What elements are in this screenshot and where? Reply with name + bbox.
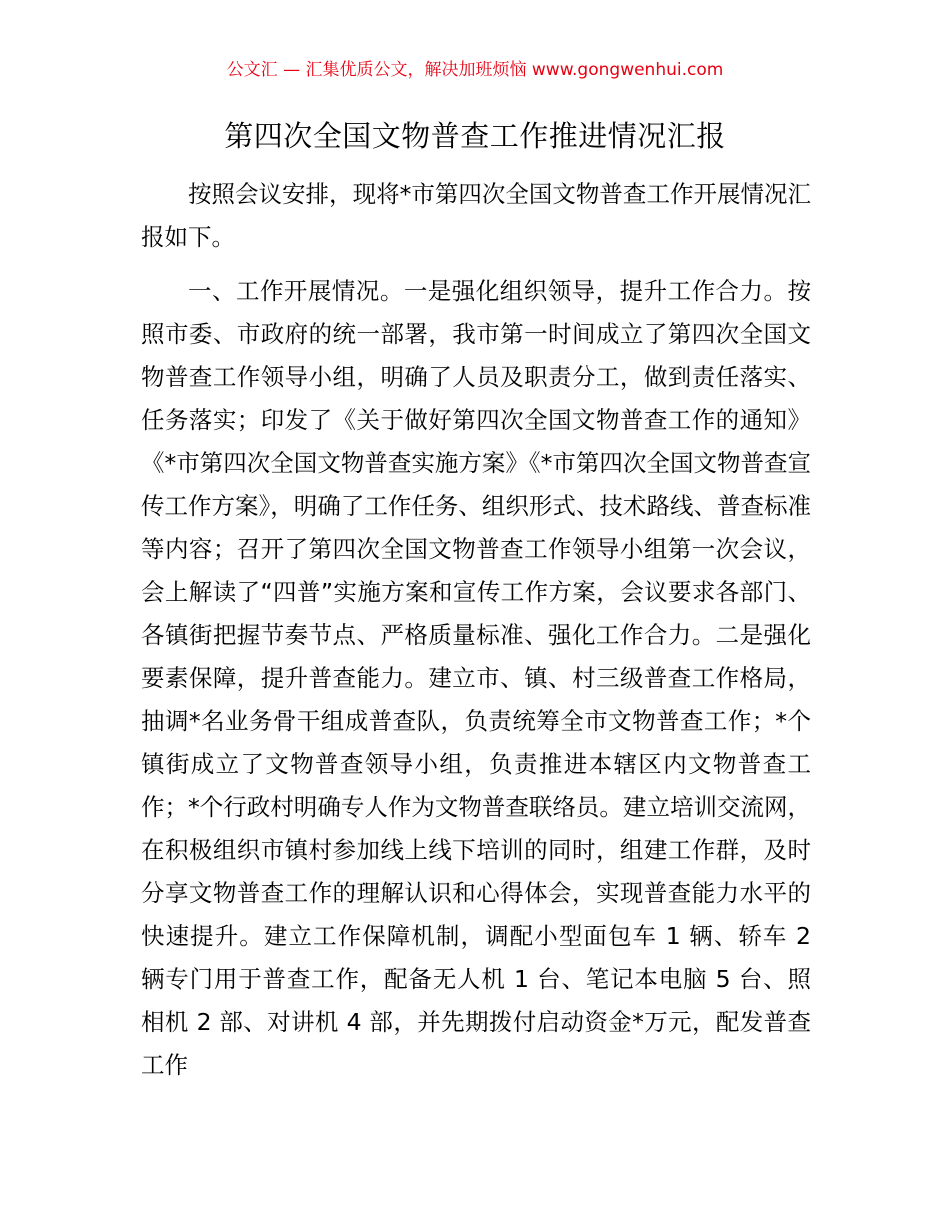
document-title: 第四次全国文物普查工作推进情况汇报 <box>224 119 726 153</box>
site-header-banner: 公文汇 — 汇集优质公文，解决加班烦恼 www.gongwenhui.com <box>226 60 724 80</box>
body-paragraph-work-progress: 一、工作开展情况。一是强化组织领导，提升工作合力。按照市委、市政府的统一部署，我市第一时间成立了第四次全国文物普查工作领导小组，明确了人员及职责分工，做到责任落实、任务落实；印发了《关于做好第四次全国文物普查工作的通知》《*市第四次全国文物普查实施方案》《*市第四次全国文物普查宣传工作方案》，明确了工作任务、组织形式、技术路线、普查标准等内容；召开了第四次全国文物普查工作领导小组第一次会议，会上解读了“四普”实施方案和宣传工作方案，会议要求各部门、各镇街把握节奏节点、严格质量标准、强化工作合力。二是强化要素保障，提升普查能力。建立市、镇、村三级普查工作格局，抽调*名业务骨干组成普查队，负责统筹全市文物普查工作；*个镇街成立了文物普查领导小组，负责推进本辖区内文物普查工作；*个行政村明确专人作为文物普查联络员。建立培训交流网，在积极组织市镇村参加线上线下培训的同时，组建工作群，及时分享文物普查工作的理解认识和心得体会，实现普查能力水平的快速提升。建立工作保障机制，调配小型面包车 1 辆、轿车 2 辆专门用于普查工作，配备无人机 1 台、笔记本电脑 5 台、照相机 2 部、对讲机 4 部，并先期拨付启动资金*万元，配发普查工作 <box>141 277 811 1079</box>
body-paragraph-intro: 按照会议安排，现将*市第四次全国文物普查工作开展情况汇报如下。 <box>141 180 811 251</box>
